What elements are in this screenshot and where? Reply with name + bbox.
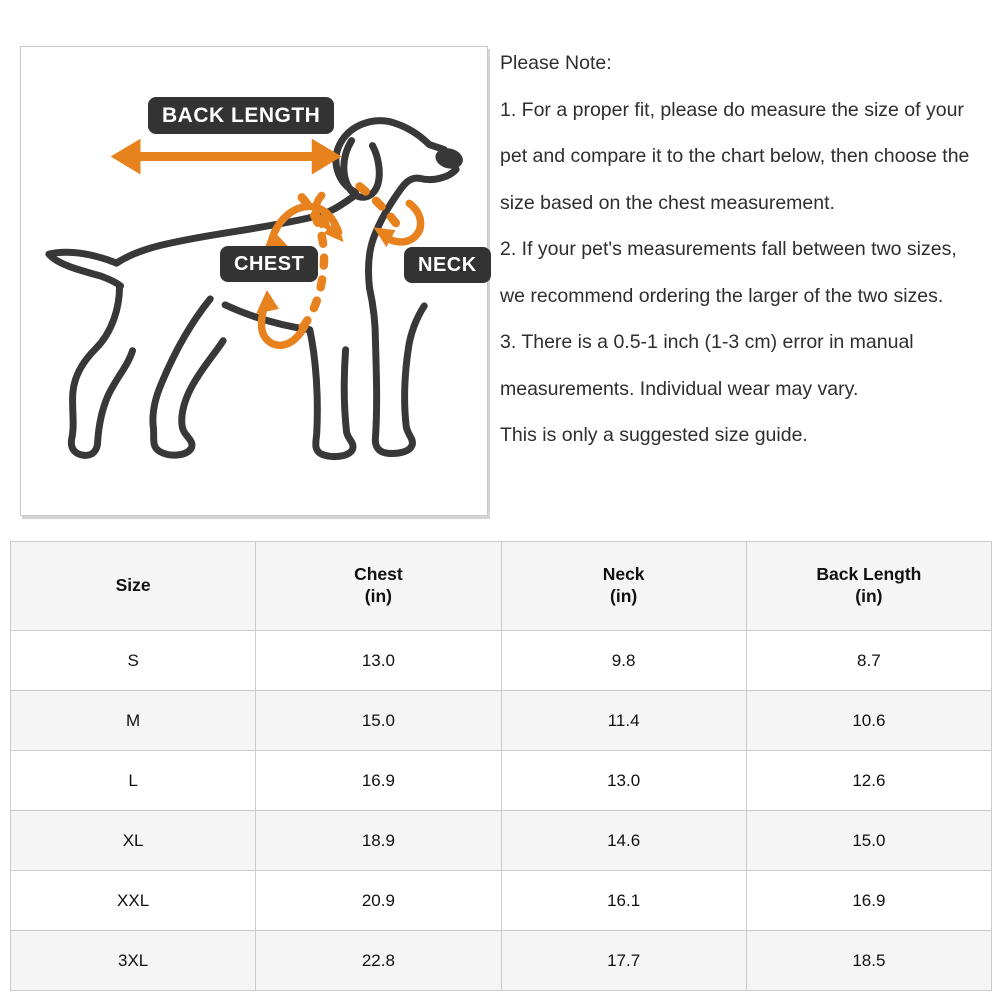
cell-back-length: 8.7 [746,631,991,691]
arrowhead-chest-bottom [256,290,279,314]
table-row-xl [11,811,992,871]
note-line: pet and compare it to the chart below, then choose the [500,145,970,167]
cell-size: L [11,751,256,811]
cell-chest: 13.0 [256,631,501,691]
neck-tag: NECK [404,247,491,283]
table-row-xxl [11,871,992,931]
note-line: 2. If your pet's measurements fall between two sizes, [500,238,957,260]
cell-back-length: 15.0 [746,811,991,871]
chest-tag: CHEST [220,246,318,282]
cell-back-length: 10.6 [746,691,991,751]
cell-size: S [11,631,256,691]
cell-chest: 15.0 [256,691,501,751]
size-chart-table [10,541,992,991]
arrowhead-left [111,139,141,175]
note-line: Please Note: [500,52,612,74]
note-line: 3. There is a 0.5-1 inch (1-3 cm) error in manual [500,331,914,353]
back-length-tag: BACK LENGTH [148,97,334,134]
cell-neck: 13.0 [501,751,746,811]
column-header-back-length: Back Length (in) [746,542,991,631]
table-row-m [11,691,992,751]
cell-back-length: 18.5 [746,931,991,991]
cell-neck: 14.6 [501,811,746,871]
column-header-chest: Chest (in) [256,542,501,631]
note-line: size based on the chest measurement. [500,191,835,214]
cell-chest: 20.9 [256,871,501,931]
note-line: we recommend ordering the larger of the two sizes. [500,284,944,307]
table-row-l [11,751,992,811]
notes-section [500,40,1000,459]
cell-neck: 11.4 [501,691,746,751]
cell-size: M [11,691,256,751]
cell-chest: 16.9 [256,751,501,811]
table-header-row [11,542,992,631]
note-line: measurements. Individual wear may vary. [500,377,859,400]
cell-neck: 17.7 [501,931,746,991]
cell-back-length: 12.6 [746,751,991,811]
note-line: 1. For a proper fit, please do measure the size of your [500,98,964,121]
measurement-diagram [20,46,488,516]
column-header-neck: Neck (in) [501,542,746,631]
cell-neck: 16.1 [501,871,746,931]
table-row-3xl [11,931,992,991]
cell-size: XXL [11,871,256,931]
cell-size: XL [11,811,256,871]
cell-chest: 18.9 [256,811,501,871]
note-line: This is only a suggested size guide. [500,424,808,446]
column-header-size: Size [11,542,256,631]
cell-back-length: 16.9 [746,871,991,931]
cell-size: 3XL [11,931,256,991]
cell-neck: 9.8 [501,631,746,691]
cell-chest: 22.8 [256,931,501,991]
table-row-s [11,631,992,691]
